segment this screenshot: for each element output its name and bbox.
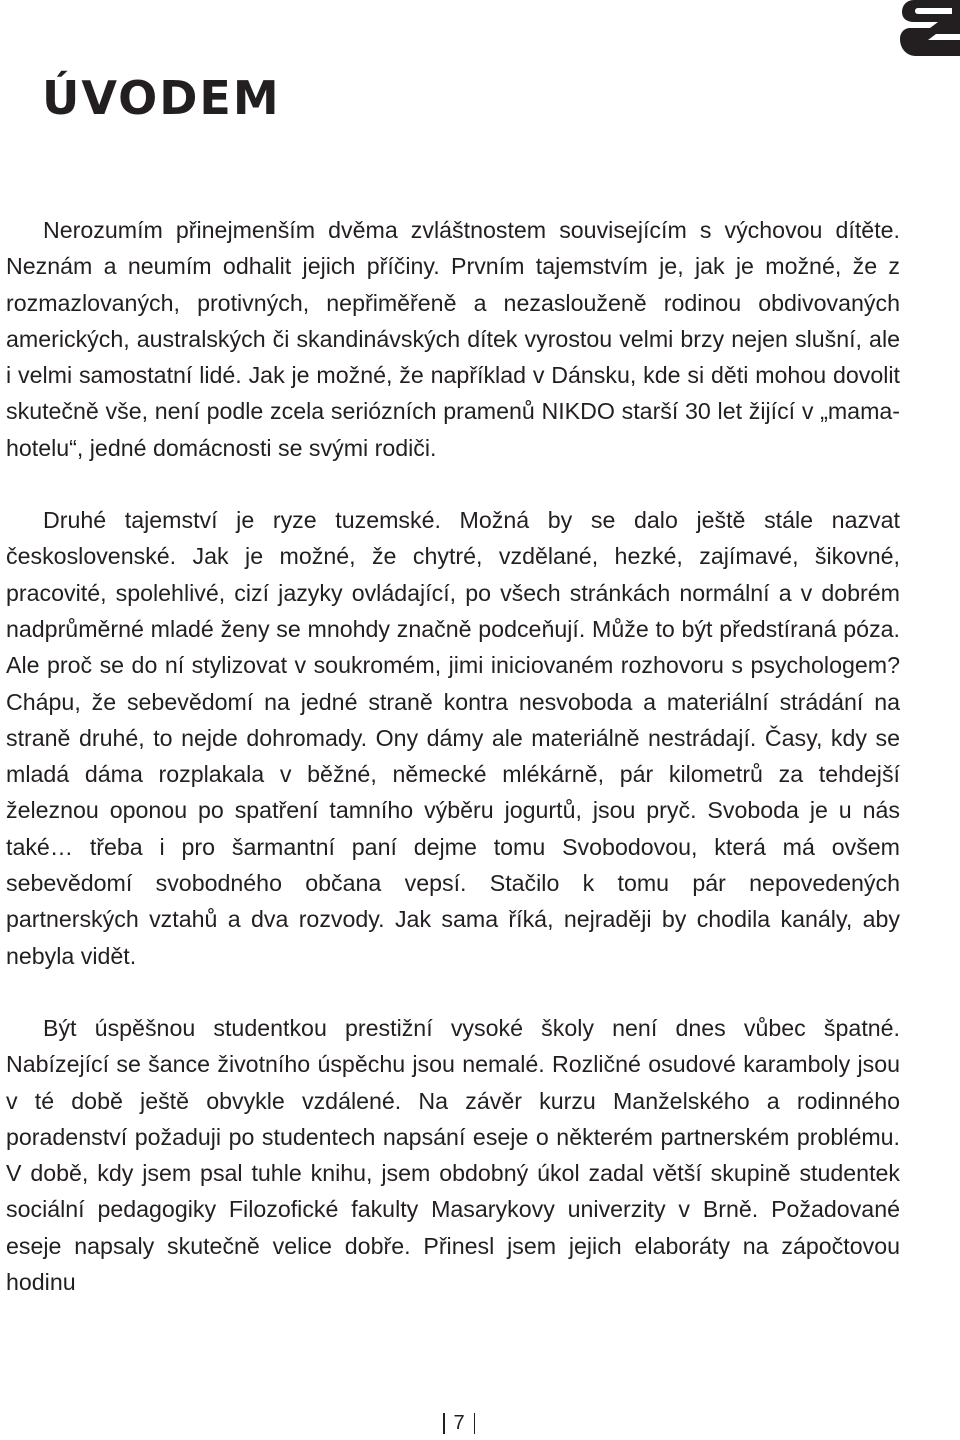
chapter-title: ÚVODEM xyxy=(42,71,281,125)
paragraph-1: Nerozumím přinejmenším dvěma zvláštnostem souvisejícím s výchovou dítěte. Neznám a neumím odhalit jejich příčiny. Prvním tajemstvím je, jak je možné, že z rozmazlovaných, protivných, nepřiměřeně a nezaslouženě rodinou obdivovaných amerických, australských či skandinávských dítek vyrostou velmi brzy nejen slušní, ale i velmi samostatní lidé. Jak je možné, že například v Dánsku, kde si děti mohou dovolit skutečně vše, není podle zcela seriózních pramenů NIKDO starší 30 let žijící v „mama-hotelu“, jedné domácnosti se svými rodiči. xyxy=(6,217,900,461)
page-number-footer xyxy=(434,1412,484,1434)
folio-divider-left xyxy=(443,1413,445,1434)
publisher-mark-icon xyxy=(900,0,960,56)
body-text xyxy=(6,212,900,1300)
paragraph-2: Druhé tajemství je ryze tuzemské. Možná by se dalo ještě stále nazvat československé. Jak je možné, že chytré, vzdělané, hezké, zajímavé, šikovné, pracovité, spolehlivé, cizí jazyky ovládající, po všech stránkách normální a v dobrém nadprůměrné mladé ženy se mnohdy značně podceňují. Může to být předstíraná póza. Ale proč se do ní stylizovat v soukromém, jimi iniciovaném rozhovoru s psychologem? Chápu, že sebevědomí na jedné straně kontra nesvoboda a materiální strádání na straně druhé, to nejde dohromady. Ony dámy ale materiálně nestrádají. Časy, kdy se mladá dáma rozplakala v běžné, německé mlékárně, pár kilometrů za tehdejší železnou oponou po spatření tamního výběru jogurtů, jsou pryč. Svoboda je u nás také… třeba i pro šarmantní paní dejme tomu Svobodovou, která má ovšem sebevědomí svobodného občana vepsí. Stačilo k tomu pár nepovedených partnerských vztahů a dva rozvody. Jak sama říká, nejraději by chodila kanály, aby nebyla vidět. xyxy=(6,507,900,969)
paragraph-3: Být úspěšnou studentkou prestižní vysoké školy není dnes vůbec špatné. Nabízející se šance životního úspěchu jsou nemalé. Rozličné osudové karamboly jsou v té době ještě obvykle vzdálené. Na závěr kurzu Manželského a rodinného poradenství požaduji po studentech napsání eseje o některém partnerském problému. V době, kdy jsem psal tuhle knihu, jsem obdobný úkol zadal větší skupině studentek sociální pedagogiky Filozofické fakulty Masarykovy univerzity v Brně. Požadované eseje napsaly skutečně velice dobře. Přinesl jsem jejich elaboráty na zápočtovou hodinu xyxy=(6,1014,900,1296)
folio-divider-right xyxy=(474,1413,476,1434)
page-number: 7 xyxy=(453,1411,465,1434)
